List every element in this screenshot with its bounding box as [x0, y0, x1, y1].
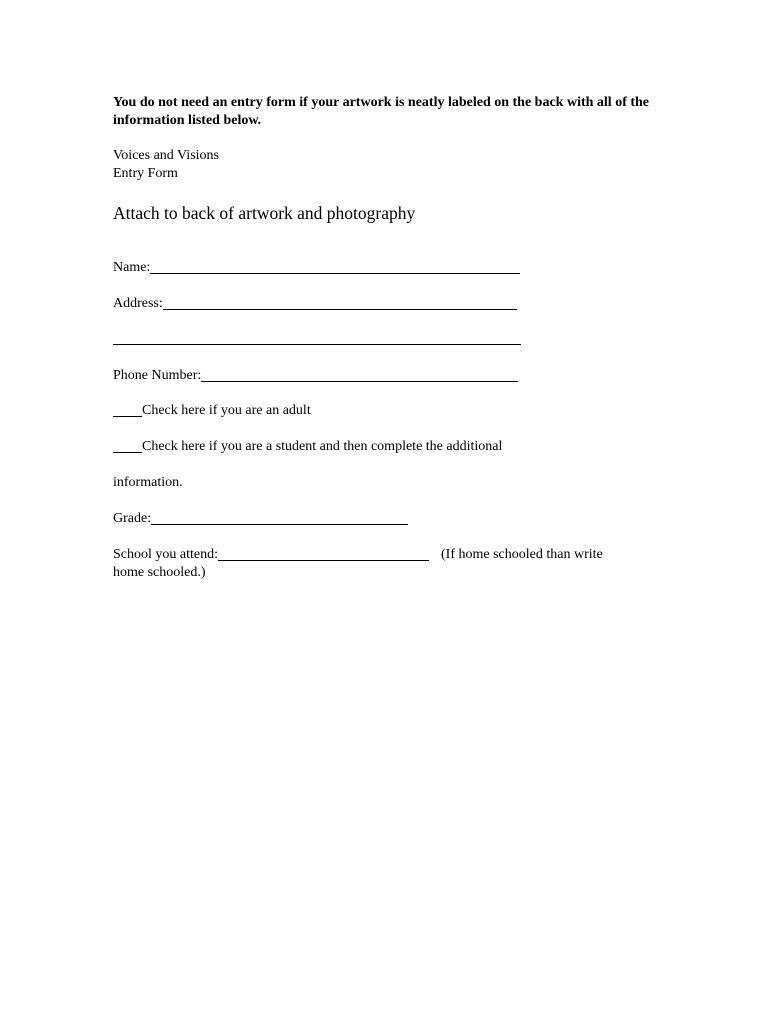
- school-field[interactable]: [113, 546, 603, 564]
- school-label: School you attend:: [113, 547, 218, 562]
- school-blank[interactable]: [218, 546, 429, 561]
- name-label: Name:: [113, 260, 151, 275]
- form-title-line-2: Entry Form: [113, 166, 178, 181]
- address-label: Address:: [113, 296, 163, 311]
- grade-label: Grade:: [113, 511, 152, 526]
- school-note: (If home schooled than write: [441, 547, 603, 562]
- form-subtitle: Attach to back of artwork and photography: [113, 203, 416, 223]
- name-blank[interactable]: [150, 259, 520, 274]
- name-field[interactable]: [113, 259, 520, 277]
- student-checkbox-label-cont: information.: [113, 475, 183, 490]
- adult-check-blank[interactable]: [113, 402, 142, 417]
- form-title: [113, 147, 219, 183]
- student-check-blank[interactable]: [113, 438, 142, 453]
- address-blank-line-2[interactable]: [113, 330, 521, 345]
- student-checkbox-row[interactable]: [113, 438, 502, 456]
- student-checkbox-label: Check here if you are a student and then complete the additional: [142, 439, 503, 454]
- phone-label: Phone Number:: [113, 368, 202, 383]
- address-field-line-2[interactable]: [113, 330, 521, 348]
- grade-blank[interactable]: [151, 510, 408, 525]
- school-note-cont: home schooled.): [113, 565, 206, 580]
- phone-blank[interactable]: [201, 367, 518, 382]
- adult-checkbox-label: Check here if you are an adult: [142, 403, 311, 418]
- phone-field[interactable]: [113, 367, 518, 385]
- adult-checkbox-row[interactable]: [113, 402, 311, 420]
- form-title-line-1: Voices and Visions: [113, 148, 219, 163]
- grade-field[interactable]: [113, 510, 408, 528]
- address-field[interactable]: [113, 295, 517, 313]
- address-blank[interactable]: [163, 295, 517, 310]
- entry-form-notice: You do not need an entry form if your artwork is neatly labeled on the back with all of the information listed below.: [113, 95, 650, 128]
